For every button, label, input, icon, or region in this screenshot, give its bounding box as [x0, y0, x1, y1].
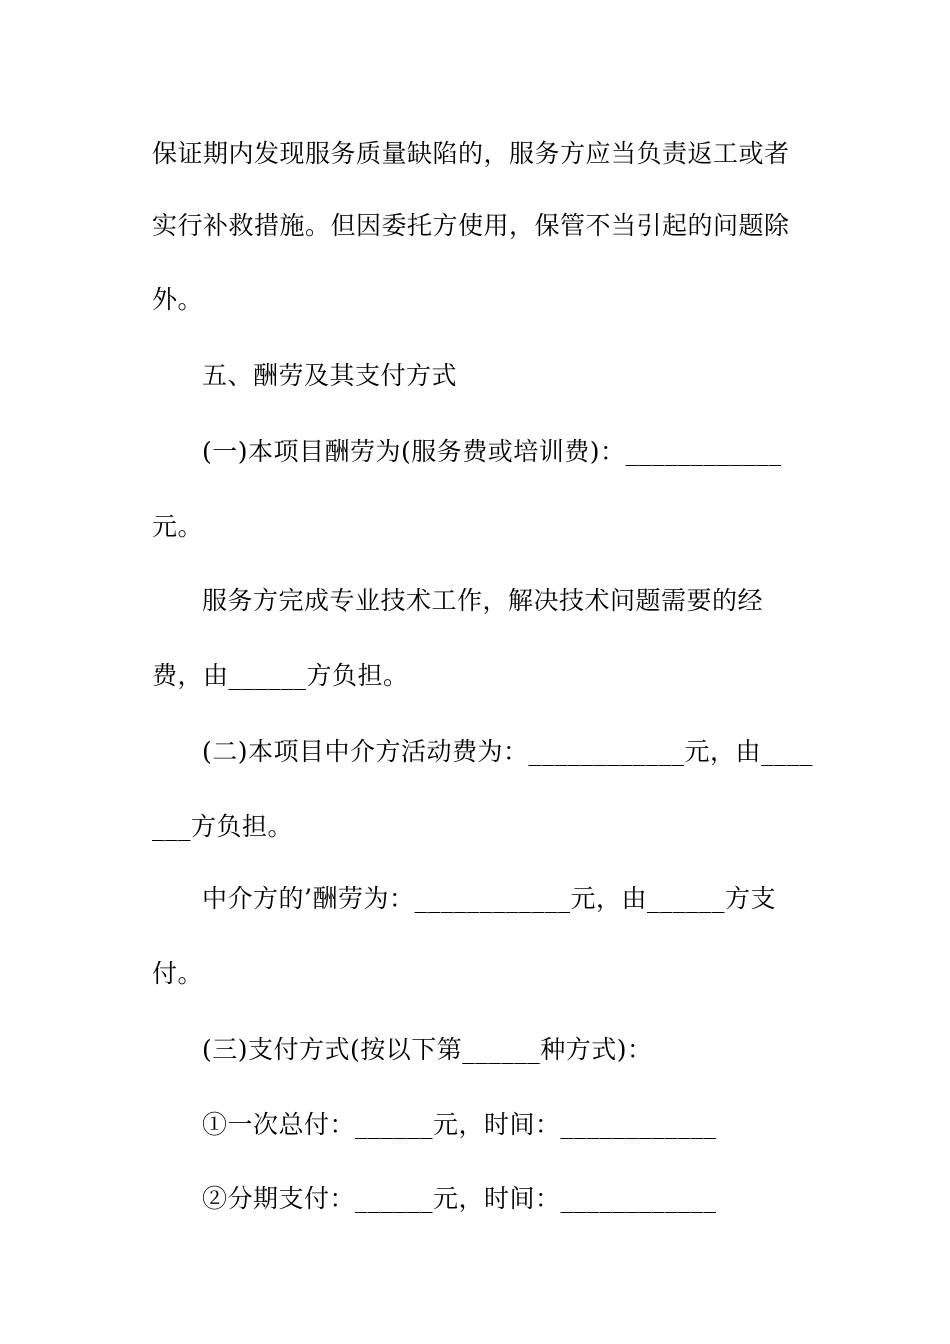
paragraph-line: 费，由______方负担。	[152, 661, 409, 690]
paragraph-line: (一)本项目酬劳为(服务费或培训费)：____________	[202, 437, 782, 466]
paragraph-line: ①一次总付：______元，时间：____________	[202, 1110, 717, 1139]
paragraph-line: (三)支付方式(按以下第______种方式)：	[202, 1035, 653, 1064]
section-heading: 五、酬劳及其支付方式	[202, 361, 458, 390]
paragraph-line: ②分期支付：______元，时间：____________	[202, 1184, 717, 1213]
paragraph-line: 元。	[152, 512, 204, 541]
paragraph-line: 外。	[152, 285, 204, 314]
paragraph-line: 服务方完成专业技术工作，解决技术问题需要的经	[202, 586, 764, 615]
paragraph-line: (二)本项目中介方活动费为：____________元，由____	[202, 737, 814, 766]
paragraph-line: 保证期内发现服务质量缺陷的，服务方应当负责返工或者	[152, 139, 790, 168]
paragraph-line: ___方负担。	[152, 812, 294, 841]
paragraph-line: 中介方的’酬劳为：____________元，由______方支	[202, 884, 776, 913]
paragraph-line: 付。	[152, 959, 204, 988]
paragraph-line: 实行补救措施。但因委托方使用，保管不当引起的问题除	[152, 211, 790, 240]
